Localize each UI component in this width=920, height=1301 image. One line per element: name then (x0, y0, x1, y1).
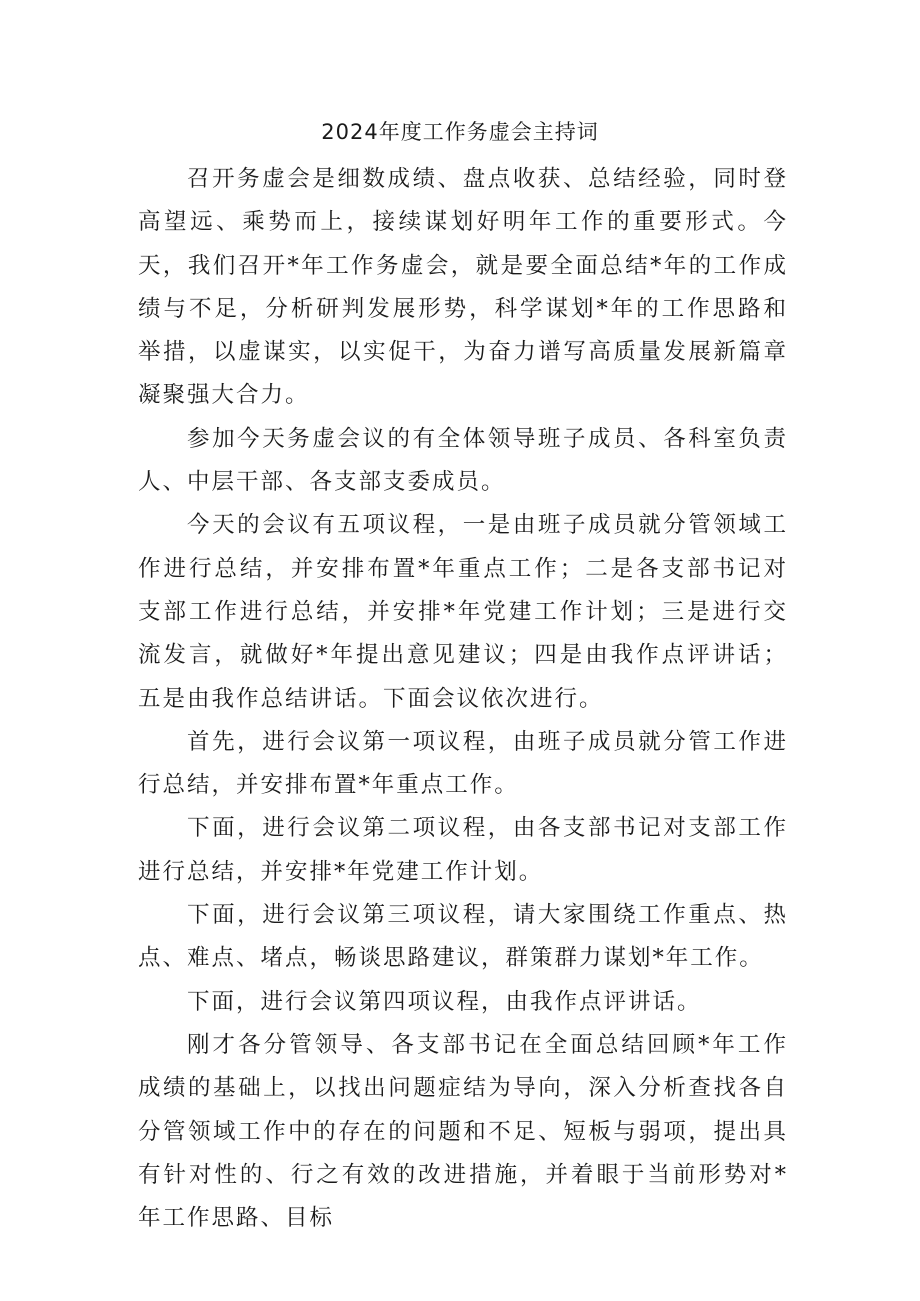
paragraph-item-three: 下面，进行会议第三项议程，请大家围绕工作重点、热点、难点、堵点，畅谈思路建议，群策群力谋划*年工作。 (138, 902, 788, 972)
paragraph-item-four: 下面，进行会议第四项议程，由我作点评讲话。 (187, 988, 702, 1015)
paragraph-review: 刚才各分管领导、各支部书记在全面总结回顾*年工作成绩的基础上，以找出问题症结为导向，深入分析查找各自分管领域工作中的存在的问题和不足、短板与弱项，提出具有针对性的、行之有效的改进措施，并着眼于当前形势对*年工作思路、目标 (138, 1031, 788, 1232)
paragraph-item-two: 下面，进行会议第二项议程，由各支部书记对支部工作进行总结，并安排*年党建工作计划。 (138, 815, 788, 885)
paragraph-item-one: 首先，进行会议第一项议程，由班子成员就分管工作进行总结，并安排布置*年重点工作。 (138, 728, 788, 799)
document-body (138, 158, 788, 1240)
paragraph-attendees: 参加今天务虚会议的有全体领导班子成员、各科室负责人、中层干部、各支部支委成员。 (138, 425, 788, 496)
paragraph-opening: 召开务虚会是细数成绩、盘点收获、总结经验，同时登高望远、乘势而上，接续谋划好明年工作的重要形式。今天，我们召开*年工作务虚会，就是要全面总结*年的工作成绩与不足，分析研判发展形势，科学谋划*年的工作思路和举措，以虚谋实，以实促干，为奋力谱写高质量发展新篇章凝聚强大合力。 (138, 166, 788, 409)
paragraph-agenda: 今天的会议有五项议程，一是由班子成员就分管领域工作进行总结，并安排布置*年重点工作；二是各支部书记对支部工作进行总结，并安排*年党建工作计划；三是进行交流发言，就做好*年提出意见建议；四是由我作点评讲话；五是由我作总结讲话。下面会议依次进行。 (138, 512, 788, 712)
document-title: 2024年度工作务虚会主持词 (321, 120, 599, 144)
